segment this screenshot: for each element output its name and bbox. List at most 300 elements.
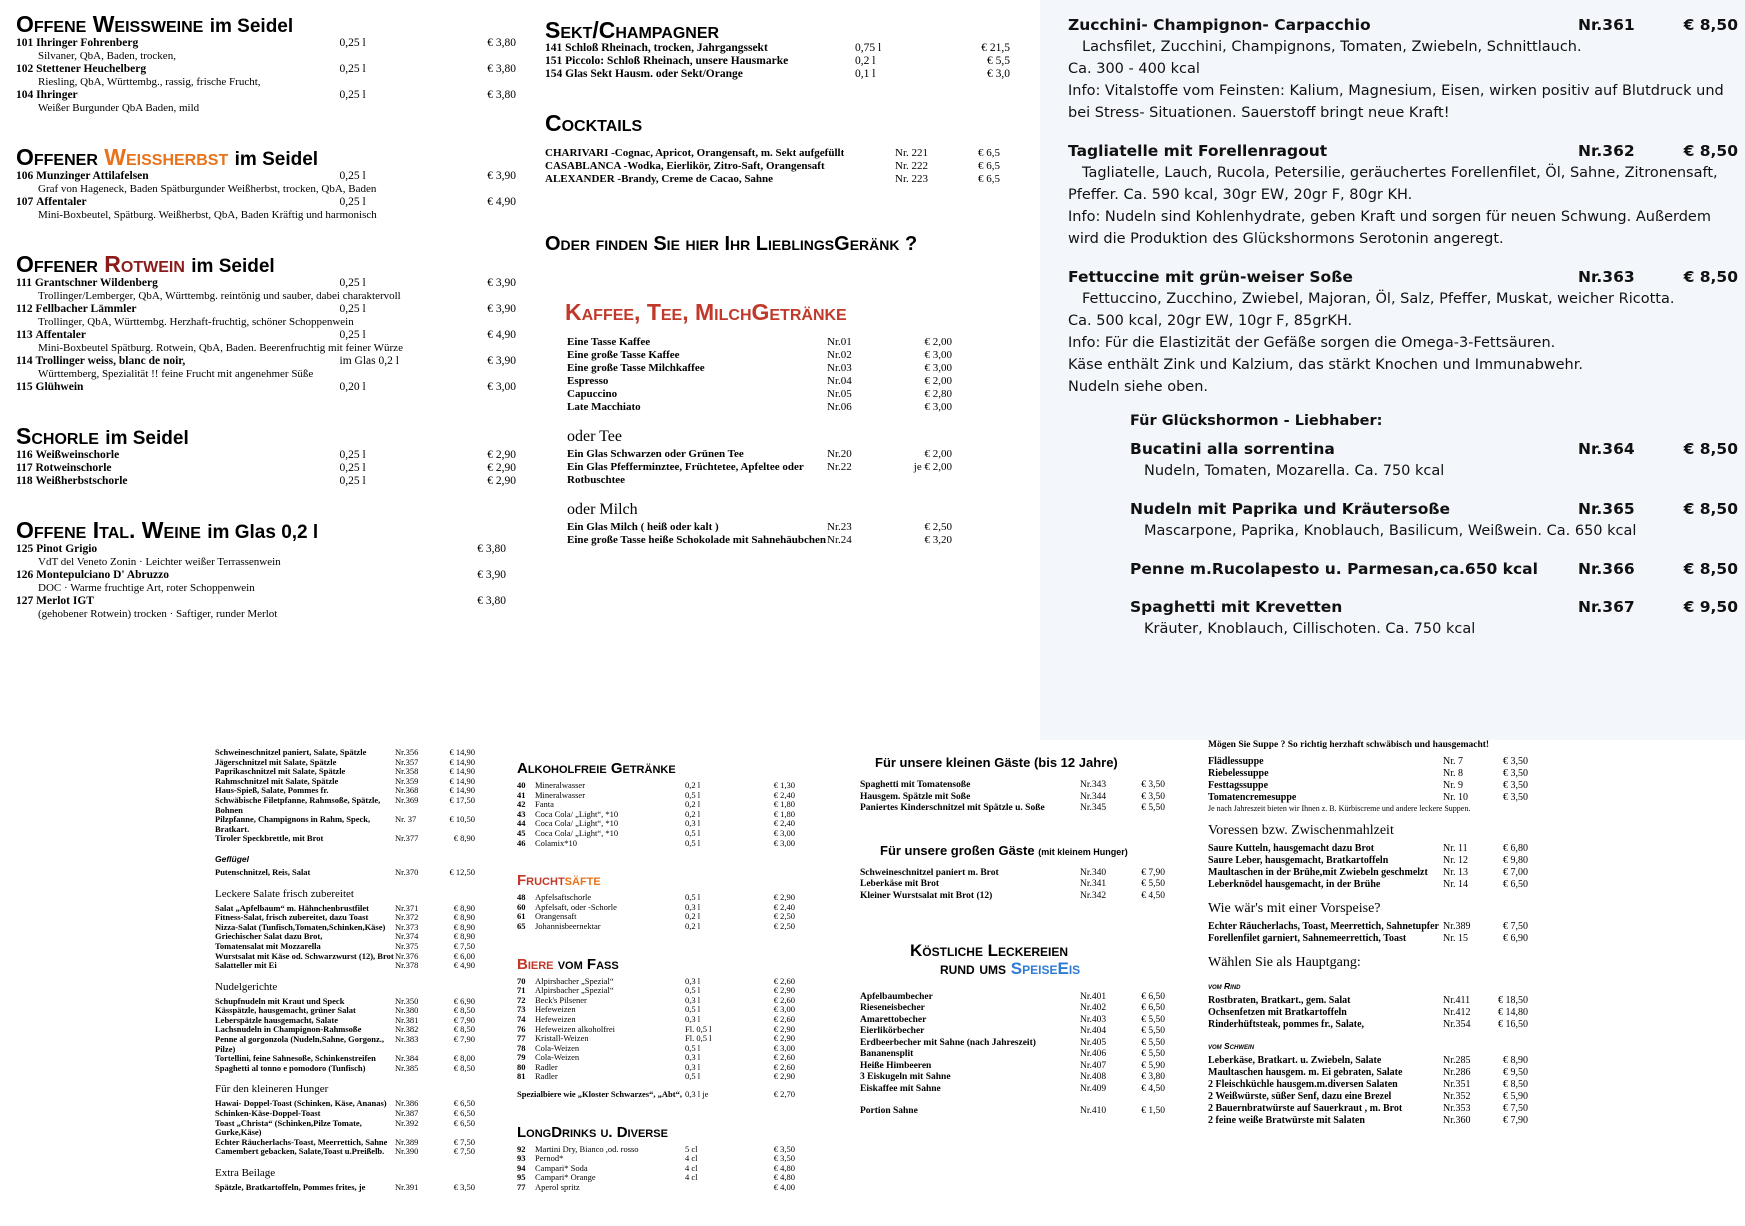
dish-nr: Nr.364 — [1578, 440, 1635, 458]
item-nr: Nr. 15 — [1443, 933, 1468, 944]
drink-name: Cola-Weizen — [535, 1042, 580, 1053]
item-nr: Nr. 9 — [1443, 780, 1463, 791]
item-nr: Nr.407 — [1080, 1060, 1107, 1071]
item-price: € 12,50 — [449, 866, 475, 877]
item-nr: Nr.375 — [395, 940, 419, 951]
grosse-title: Für unsere großen Gäste (mit kleinem Hunger) — [880, 842, 1128, 858]
item-name: Leberkäse mit Brot — [860, 879, 939, 889]
item-name: Spätzle, Bratkartoffeln, Pommes frites, je — [215, 1182, 366, 1192]
item-price: € 18,50 — [1498, 995, 1528, 1006]
drink-name: Johannisbeernektar — [535, 920, 601, 931]
wine-row — [16, 381, 516, 394]
item-price: je € 2,00 — [913, 461, 952, 474]
wine-label: Affentaler — [36, 195, 87, 208]
item-price: € 7,50 — [453, 1136, 475, 1147]
menu-row — [1208, 780, 1548, 792]
drink-row — [517, 1183, 827, 1193]
item-nr: Nr.356 — [395, 748, 419, 757]
item-name: Eine große Tasse Milchkaffee — [567, 362, 705, 375]
drink-price: € 1,30 — [773, 780, 795, 790]
item-name: Tomatencremesuppe — [1208, 792, 1297, 803]
item-name: 3 Eiskugeln mit Sahne — [860, 1072, 951, 1083]
item-price: € 8,50 — [453, 1062, 475, 1073]
drink-price: € 4,80 — [773, 1172, 795, 1183]
wine-price: € 3,90 — [487, 169, 516, 182]
item-price: € 3,00 — [924, 362, 952, 375]
drink-name: Pernod* — [535, 1153, 564, 1164]
wine-label: Glühwein — [35, 380, 84, 393]
wine-name — [16, 63, 340, 76]
drink-name: Hefeweizen — [535, 1013, 576, 1024]
item-nr: Nr.369 — [395, 794, 419, 805]
rind-title: vom Rind — [1208, 981, 1241, 991]
drink-qty — [685, 1183, 755, 1193]
dish-nr: Nr.363 — [1578, 268, 1635, 286]
item-name: 2 Bauernbratwürste auf Sauerkraut , m. Brot — [1208, 1103, 1403, 1114]
drink-nr: 61 — [517, 911, 526, 922]
drink-price: € 4,00 — [773, 1182, 795, 1193]
wine-label: Pinot Grigio — [36, 542, 98, 555]
item-name: Eine Tasse Kaffee — [567, 336, 651, 349]
item-price: € 7,00 — [1503, 867, 1528, 878]
item-nr: Nr.360 — [1443, 1115, 1471, 1126]
ital-list — [16, 543, 516, 621]
drink-name: Radler — [535, 1061, 558, 1072]
wine-label: Schloß Rheinach, trocken, Jahrgangssekt — [565, 42, 768, 55]
item-name: 2 Fleischküchle hausgem.m.diversen Salaten — [1208, 1079, 1398, 1090]
item-nr: Nr.412 — [1443, 1007, 1471, 1018]
sahne-row — [860, 1107, 1190, 1117]
dish-line: Info: Nudeln sind Kohlenhydrate, geben Kraft und sorgen für neuen Schwung. Außerdem wird die Produktion des Glückshormons Serotonin angeregt. — [1068, 209, 1711, 247]
item-price: € 5,50 — [1141, 803, 1165, 813]
item-price: € 2,50 — [924, 521, 952, 534]
wine-name — [16, 329, 340, 342]
drink-row — [517, 922, 827, 932]
item-price: € 3,00 — [924, 349, 952, 362]
item-price: € 6,50 — [1503, 879, 1528, 890]
wine-row — [16, 277, 516, 290]
item-price: € 2,00 — [924, 375, 952, 388]
wine-row — [545, 68, 1035, 81]
wine-desc: (gehobener Rotwein) trocken · Saftiger, runder Merlot — [38, 607, 278, 620]
item-nr: Nr. 222 — [895, 160, 928, 173]
menu-row — [860, 891, 1190, 903]
menu-row — [215, 1147, 475, 1157]
special-dish — [1068, 140, 1738, 250]
item-name: Bananensplit — [860, 1049, 914, 1060]
menu-row — [1208, 768, 1548, 780]
drink-nr: 46 — [517, 837, 526, 848]
item-name: Capuccino — [567, 388, 618, 401]
wine-qty: 0,25 l — [339, 276, 366, 289]
wine-desc: VdT del Veneto Zonin · Leichter weißer Terrassenwein — [38, 555, 281, 568]
dish-price: € 8,50 — [1683, 16, 1738, 34]
drink-price: € 2,60 — [773, 975, 795, 986]
special-dish — [1068, 14, 1738, 124]
drink-nr: 94 — [517, 1162, 526, 1173]
item-name: Riebelessuppe — [1208, 768, 1269, 779]
gefluegel-list — [215, 868, 475, 878]
herbst-list — [16, 170, 516, 222]
alkfrei-title: Alkoholfreie Getränke — [517, 760, 676, 777]
mains-column — [1208, 740, 1548, 1220]
dish-nr: Nr.367 — [1578, 598, 1635, 616]
eis-list — [860, 992, 1190, 1096]
wine-number: 104 — [16, 88, 34, 101]
vorspeise-list — [1208, 921, 1548, 945]
lieblings-text: Oder finden Sie hier Ihr LieblingsGeränk ? — [545, 233, 918, 256]
wine-desc: Riesling, QbA, Württembg., rassig, frische Frucht, — [38, 75, 261, 88]
item-price: € 3,00 — [924, 401, 952, 414]
item-name: Ein Glas Schwarzen oder Grünen Tee — [567, 448, 744, 461]
item-nr: Nr.385 — [395, 1062, 419, 1073]
drink-price: € 2,90 — [773, 985, 795, 996]
wine-number: 101 — [16, 36, 34, 49]
drink-name: Coca Cola/ „Light“, *10 — [535, 808, 619, 819]
glueck-dish — [1130, 558, 1738, 580]
item-name: Penne al gorgonzola (Nudeln,Sahne, Gorgonz., Pilze) — [215, 1034, 385, 1054]
drink-name: Beck's Pilsener — [535, 994, 587, 1005]
cocktails-title: Cocktails — [545, 110, 643, 137]
wine-price: € 3,80 — [477, 542, 506, 555]
item-price: € 5,50 — [1141, 1037, 1165, 1048]
special-dish — [1068, 266, 1738, 398]
item-nr: Nr.05 — [827, 388, 852, 401]
dish-price: € 9,50 — [1683, 598, 1738, 616]
wine-number: 112 — [16, 302, 33, 315]
item-price: € 5,90 — [1503, 1091, 1528, 1102]
drink-price: € 2,40 — [773, 901, 795, 912]
item-name: Festtagssuppe — [1208, 780, 1269, 791]
menu-row — [567, 521, 1035, 534]
item-name: Flädlessuppe — [1208, 756, 1264, 767]
dish-name: Spaghetti mit Krevetten — [1130, 598, 1343, 616]
wine-name — [16, 449, 340, 462]
drink-nr: 95 — [517, 1172, 526, 1183]
weiss-title: Offene Weissweine im Seidel — [16, 12, 294, 37]
item-nr: Nr.383 — [395, 1034, 419, 1045]
item-price: € 4,50 — [1141, 1083, 1165, 1094]
kaffee-title: Kaffee, Tee, MilchGetränke — [565, 299, 847, 326]
item-price: € 14,90 — [449, 766, 475, 777]
menu-row — [567, 388, 1035, 401]
drink-qty: 0,3 l — [685, 901, 701, 912]
item-nr: Nr. 10 — [1443, 792, 1468, 803]
menu-row — [860, 1003, 1190, 1015]
item-nr: Nr.23 — [827, 521, 852, 534]
gefluegel-title: Geflügel — [215, 853, 250, 864]
wine-desc: Württemberg, Spezialität !! feine Frucht mit angenehmer Süße — [38, 367, 314, 380]
wine-price: € 2,90 — [487, 448, 516, 461]
drink-price: € 3,00 — [773, 827, 795, 838]
wine-row — [16, 196, 516, 209]
dish-name: Tagliatelle mit Forellenragout — [1068, 142, 1328, 160]
drink-nr: 76 — [517, 1023, 526, 1034]
wine-name — [16, 89, 340, 102]
item-price: € 8,90 — [453, 833, 475, 844]
item-nr: Nr.408 — [1080, 1072, 1107, 1083]
menu-row — [860, 868, 1190, 880]
item-name: Lachsnudeln in Champignon-Rahmsoße — [215, 1024, 362, 1035]
longdrinks-list — [517, 1145, 827, 1193]
menu-row — [860, 792, 1190, 804]
item-price: € 5,50 — [1141, 1049, 1165, 1060]
menu-row — [1208, 1103, 1548, 1115]
menu-row — [1208, 1007, 1548, 1019]
item-nr: Nr. 37 — [395, 814, 417, 825]
item-price: € 7,90 — [1141, 867, 1165, 878]
item-name: Rostbraten, Bratkart., gem. Salat — [1208, 995, 1351, 1006]
wine-label: Montepulciano D' Abruzzo — [36, 568, 170, 581]
drink-nr: 77 — [517, 1033, 526, 1044]
wine-price: € 3,0 — [987, 68, 1010, 81]
item-price: € 10,50 — [449, 814, 475, 825]
salate-title: Leckere Salate frisch zubereitet — [215, 887, 354, 900]
menu-row — [860, 1061, 1190, 1073]
kinder-title: Für unsere kleinen Gäste (bis 12 Jahre) — [875, 755, 1118, 770]
item-nr: Nr.381 — [395, 1014, 419, 1025]
wine-row — [545, 42, 1035, 55]
drink-nr: 65 — [517, 920, 526, 931]
item-nr: Nr. 7 — [1443, 756, 1463, 767]
drink-qty: 0,2 l — [685, 780, 701, 790]
item-price: € 14,90 — [449, 756, 475, 767]
wine-number: 125 — [16, 542, 34, 555]
item-name: Putenschnitzel, Reis, Salat — [215, 866, 311, 877]
eis-title: Köstliche Leckereien rund ums SpeiseEis — [910, 941, 1081, 978]
wine-row — [16, 475, 516, 488]
item-price: € 7,50 — [1503, 1103, 1528, 1114]
menu-row — [860, 803, 1190, 815]
dish-name: Nudeln mit Paprika und Kräutersoße — [1130, 500, 1451, 518]
rind-list — [1208, 995, 1548, 1031]
item-nr: Nr.368 — [395, 785, 419, 796]
wine-qty: 0,25 l — [339, 169, 366, 182]
hunger-title: Für den kleineren Hunger — [215, 1083, 329, 1096]
item-name: Maultaschen in der Brühe,mit Zwiebeln geschmelzt — [1208, 867, 1428, 878]
menu-row — [860, 992, 1190, 1004]
wine-price: € 4,90 — [487, 195, 516, 208]
item-nr: Nr.343 — [1080, 780, 1107, 790]
item-nr: Nr.402 — [1080, 1003, 1107, 1014]
item-name: Tomatensalat mit Mozzarella — [215, 940, 321, 951]
suppe-list — [1208, 756, 1548, 804]
item-name: Salatteller mit Ei — [215, 960, 277, 971]
item-nr: Nr.410 — [1080, 1106, 1107, 1117]
menu-row — [215, 1119, 475, 1138]
milch-label: oder Milch — [567, 501, 638, 519]
voressen-list — [1208, 843, 1548, 891]
menu-row — [1208, 1055, 1548, 1067]
dish-nr: Nr.362 — [1578, 142, 1635, 160]
item-name: Maultaschen hausgem. m. Ei gebraten, Salate — [1208, 1067, 1403, 1078]
item-price: € 8,90 — [1503, 1055, 1528, 1066]
longdrinks-title: LongDrinks u. Diverse — [517, 1123, 668, 1141]
drink-name: Apfelsaftschorle — [535, 892, 592, 903]
wine-number: 106 — [16, 169, 34, 182]
biere-list — [517, 977, 827, 1083]
wine-name — [16, 277, 340, 290]
wine-row — [16, 89, 516, 102]
schwein-title: vom Schwein — [1208, 1041, 1255, 1051]
drink-name: Hefeweizen alkoholfrei — [535, 1023, 615, 1034]
item-nr: Nr.411 — [1443, 995, 1471, 1006]
dish-line: Nudeln, Tomaten, Mozarella. Ca. 750 kcal — [1144, 463, 1445, 479]
wine-label: Ihringer Fohrenberg — [36, 36, 139, 49]
menu-row — [545, 160, 1035, 173]
item-price: € 6,5 — [978, 160, 1000, 173]
item-nr: Nr.22 — [827, 461, 852, 474]
menu-row — [1208, 792, 1548, 804]
ital-title: Offene Ital. Weine im Glas 0,2 l — [16, 516, 319, 543]
item-name: Ein Glas Pfefferminztee, Früchtetee, Apfeltee oder Rotbuschtee — [567, 461, 804, 487]
drink-qty: 0,5 l — [685, 827, 701, 838]
biere-title: Biere vom Faß — [517, 955, 619, 973]
drink-qty: 0,5 l — [685, 1042, 701, 1053]
drink-nr: 43 — [517, 808, 526, 819]
item-nr: Nr.374 — [395, 931, 419, 942]
glueck-title: Für Glückshormon - Liebhaber: — [1130, 413, 1383, 429]
sahne-row — [860, 1107, 1190, 1117]
item-price: € 14,90 — [449, 785, 475, 796]
drink-name: Spezialbiere wie „Kloster Schwarzes“, „Abt“, — [517, 1089, 682, 1100]
menu-row — [1208, 867, 1548, 879]
item-price: € 6,5 — [978, 173, 1000, 186]
item-nr: Nr.390 — [395, 1146, 419, 1157]
item-name: Schinken-Käse-Doppel-Toast — [215, 1108, 321, 1119]
item-name: Tortellini, feine Sahnesoße, Schinkenstreifen — [215, 1053, 376, 1064]
wine-qty: 0,25 l — [339, 328, 366, 341]
bier-special — [517, 1090, 827, 1100]
wine-qty: 0,25 l — [339, 36, 366, 49]
drink-price: € 2,50 — [773, 911, 795, 922]
item-nr: Nr.357 — [395, 756, 419, 767]
drink-qty: 0,2 l — [685, 799, 701, 810]
wine-number: 107 — [16, 195, 34, 208]
drink-nr: 44 — [517, 818, 526, 829]
drink-nr: 80 — [517, 1061, 526, 1072]
wine-label: Merlot IGT — [36, 594, 94, 607]
wine-number: 117 — [16, 461, 33, 474]
item-nr: Nr.352 — [1443, 1091, 1471, 1102]
item-nr: Nr. 8 — [1443, 768, 1463, 779]
item-price: € 16,50 — [1498, 1019, 1528, 1030]
tee-label: oder Tee — [567, 428, 622, 446]
wine-name — [545, 55, 855, 68]
wine-row — [16, 355, 516, 368]
specials-column — [1068, 14, 1738, 734]
wine-label: Grantschner Wildenberg — [34, 276, 158, 289]
drink-nr: 93 — [517, 1153, 526, 1164]
item-price: € 8,90 — [453, 912, 475, 923]
item-price: € 3,50 — [1503, 756, 1528, 767]
item-nr: Nr.406 — [1080, 1049, 1107, 1060]
item-nr: Nr.380 — [395, 1005, 419, 1016]
item-nr: Nr.01 — [827, 336, 852, 349]
dish-line: Nudeln siehe oben. — [1068, 379, 1209, 395]
item-name: Jägerschnitzel mit Salate, Spätzle — [215, 756, 337, 767]
wine-qty: 0,25 l — [339, 474, 366, 487]
dish-title — [1130, 438, 1738, 460]
wine-label: Rotweinschorle — [35, 461, 112, 474]
item-nr: Nr.06 — [827, 401, 852, 414]
item-name: Saure Kutteln, hausgemacht dazu Brot — [1208, 843, 1375, 854]
item-price: € 3,50 — [453, 1182, 475, 1192]
item-nr: Nr. 11 — [1443, 843, 1468, 854]
wine-qty: 0,20 l — [339, 380, 366, 393]
dish-line: Ca. 500 kcal, 20gr EW, 10gr F, 85grKH. — [1068, 313, 1353, 329]
drink-name: Alpirsbacher „Spezial“ — [535, 975, 614, 986]
item-nr: Nr.376 — [395, 950, 419, 961]
item-nr: Nr.409 — [1080, 1083, 1107, 1094]
dish-name: Zucchini- Champignon- Carpacchio — [1068, 16, 1371, 34]
dish-line: Lachsfilet, Zucchini, Champignons, Tomaten, Zwiebeln, Schnittlauch. — [1082, 39, 1582, 55]
drinks-column — [545, 18, 1035, 723]
item-name: Schwäbische Filetpfanne, Rahmsoße, Spätzle, Bohnen — [215, 794, 381, 815]
item-price: € 4,50 — [1141, 890, 1165, 901]
wine-number: 154 — [545, 68, 563, 81]
item-nr: Nr.392 — [395, 1117, 419, 1128]
item-nr: Nr.350 — [395, 995, 419, 1006]
item-nr: Nr.353 — [1443, 1103, 1471, 1114]
item-name: Leberknödel hausgemacht, in der Brühe — [1208, 879, 1381, 890]
food-column — [215, 748, 475, 1218]
wine-name — [16, 462, 340, 475]
beilage-title: Extra Beilage — [215, 1167, 276, 1179]
kaffee-list — [545, 336, 1035, 414]
item-price: € 2,80 — [924, 388, 952, 401]
drink-name: Hefeweizen — [535, 1004, 576, 1015]
grosse-list — [860, 868, 1190, 903]
wine-price: € 3,90 — [477, 568, 506, 581]
item-nr: Nr.02 — [827, 349, 852, 362]
menu-row — [860, 1026, 1190, 1038]
wine-name — [16, 381, 340, 394]
item-price: € 4,90 — [453, 960, 475, 971]
drink-name: Radler — [535, 1071, 558, 1082]
menu-row — [860, 879, 1190, 891]
item-nr: Nr.358 — [395, 766, 419, 777]
drink-price: € 2,90 — [773, 1071, 795, 1082]
item-name: Eine große Tasse heiße Schokolade mit Sahnehäubchen — [567, 534, 826, 547]
drink-name: Campari* Soda — [535, 1162, 588, 1173]
drink-price: € 2,60 — [773, 1052, 795, 1063]
drink-price: € 3,00 — [773, 837, 795, 848]
drink-qty: 0,3 l je — [685, 1089, 709, 1100]
menu-row — [545, 147, 1035, 160]
item-nr: Nr.344 — [1080, 791, 1107, 802]
menu-row — [567, 349, 1035, 362]
menu-row — [215, 961, 475, 971]
menu-row — [860, 1015, 1190, 1027]
item-price: € 6,90 — [1503, 933, 1528, 944]
menu-row — [567, 336, 1035, 349]
drink-price: € 2,40 — [773, 789, 795, 800]
item-price: € 5,90 — [1141, 1060, 1165, 1071]
sekt-list — [545, 42, 1035, 81]
drink-price: € 2,40 — [773, 818, 795, 829]
menu-row — [567, 401, 1035, 414]
item-price: € 14,90 — [449, 748, 475, 757]
menu-row — [1208, 756, 1548, 768]
drink-qty: 0,2 l — [685, 808, 701, 819]
wine-label: Weißweinschorle — [35, 448, 120, 461]
wine-qty: 0,25 l — [339, 448, 366, 461]
menu-row — [860, 1049, 1190, 1061]
wine-name — [16, 569, 436, 582]
haupt-title: Wählen Sie als Hauptgang: — [1208, 955, 1361, 970]
menu-row — [860, 1038, 1190, 1050]
